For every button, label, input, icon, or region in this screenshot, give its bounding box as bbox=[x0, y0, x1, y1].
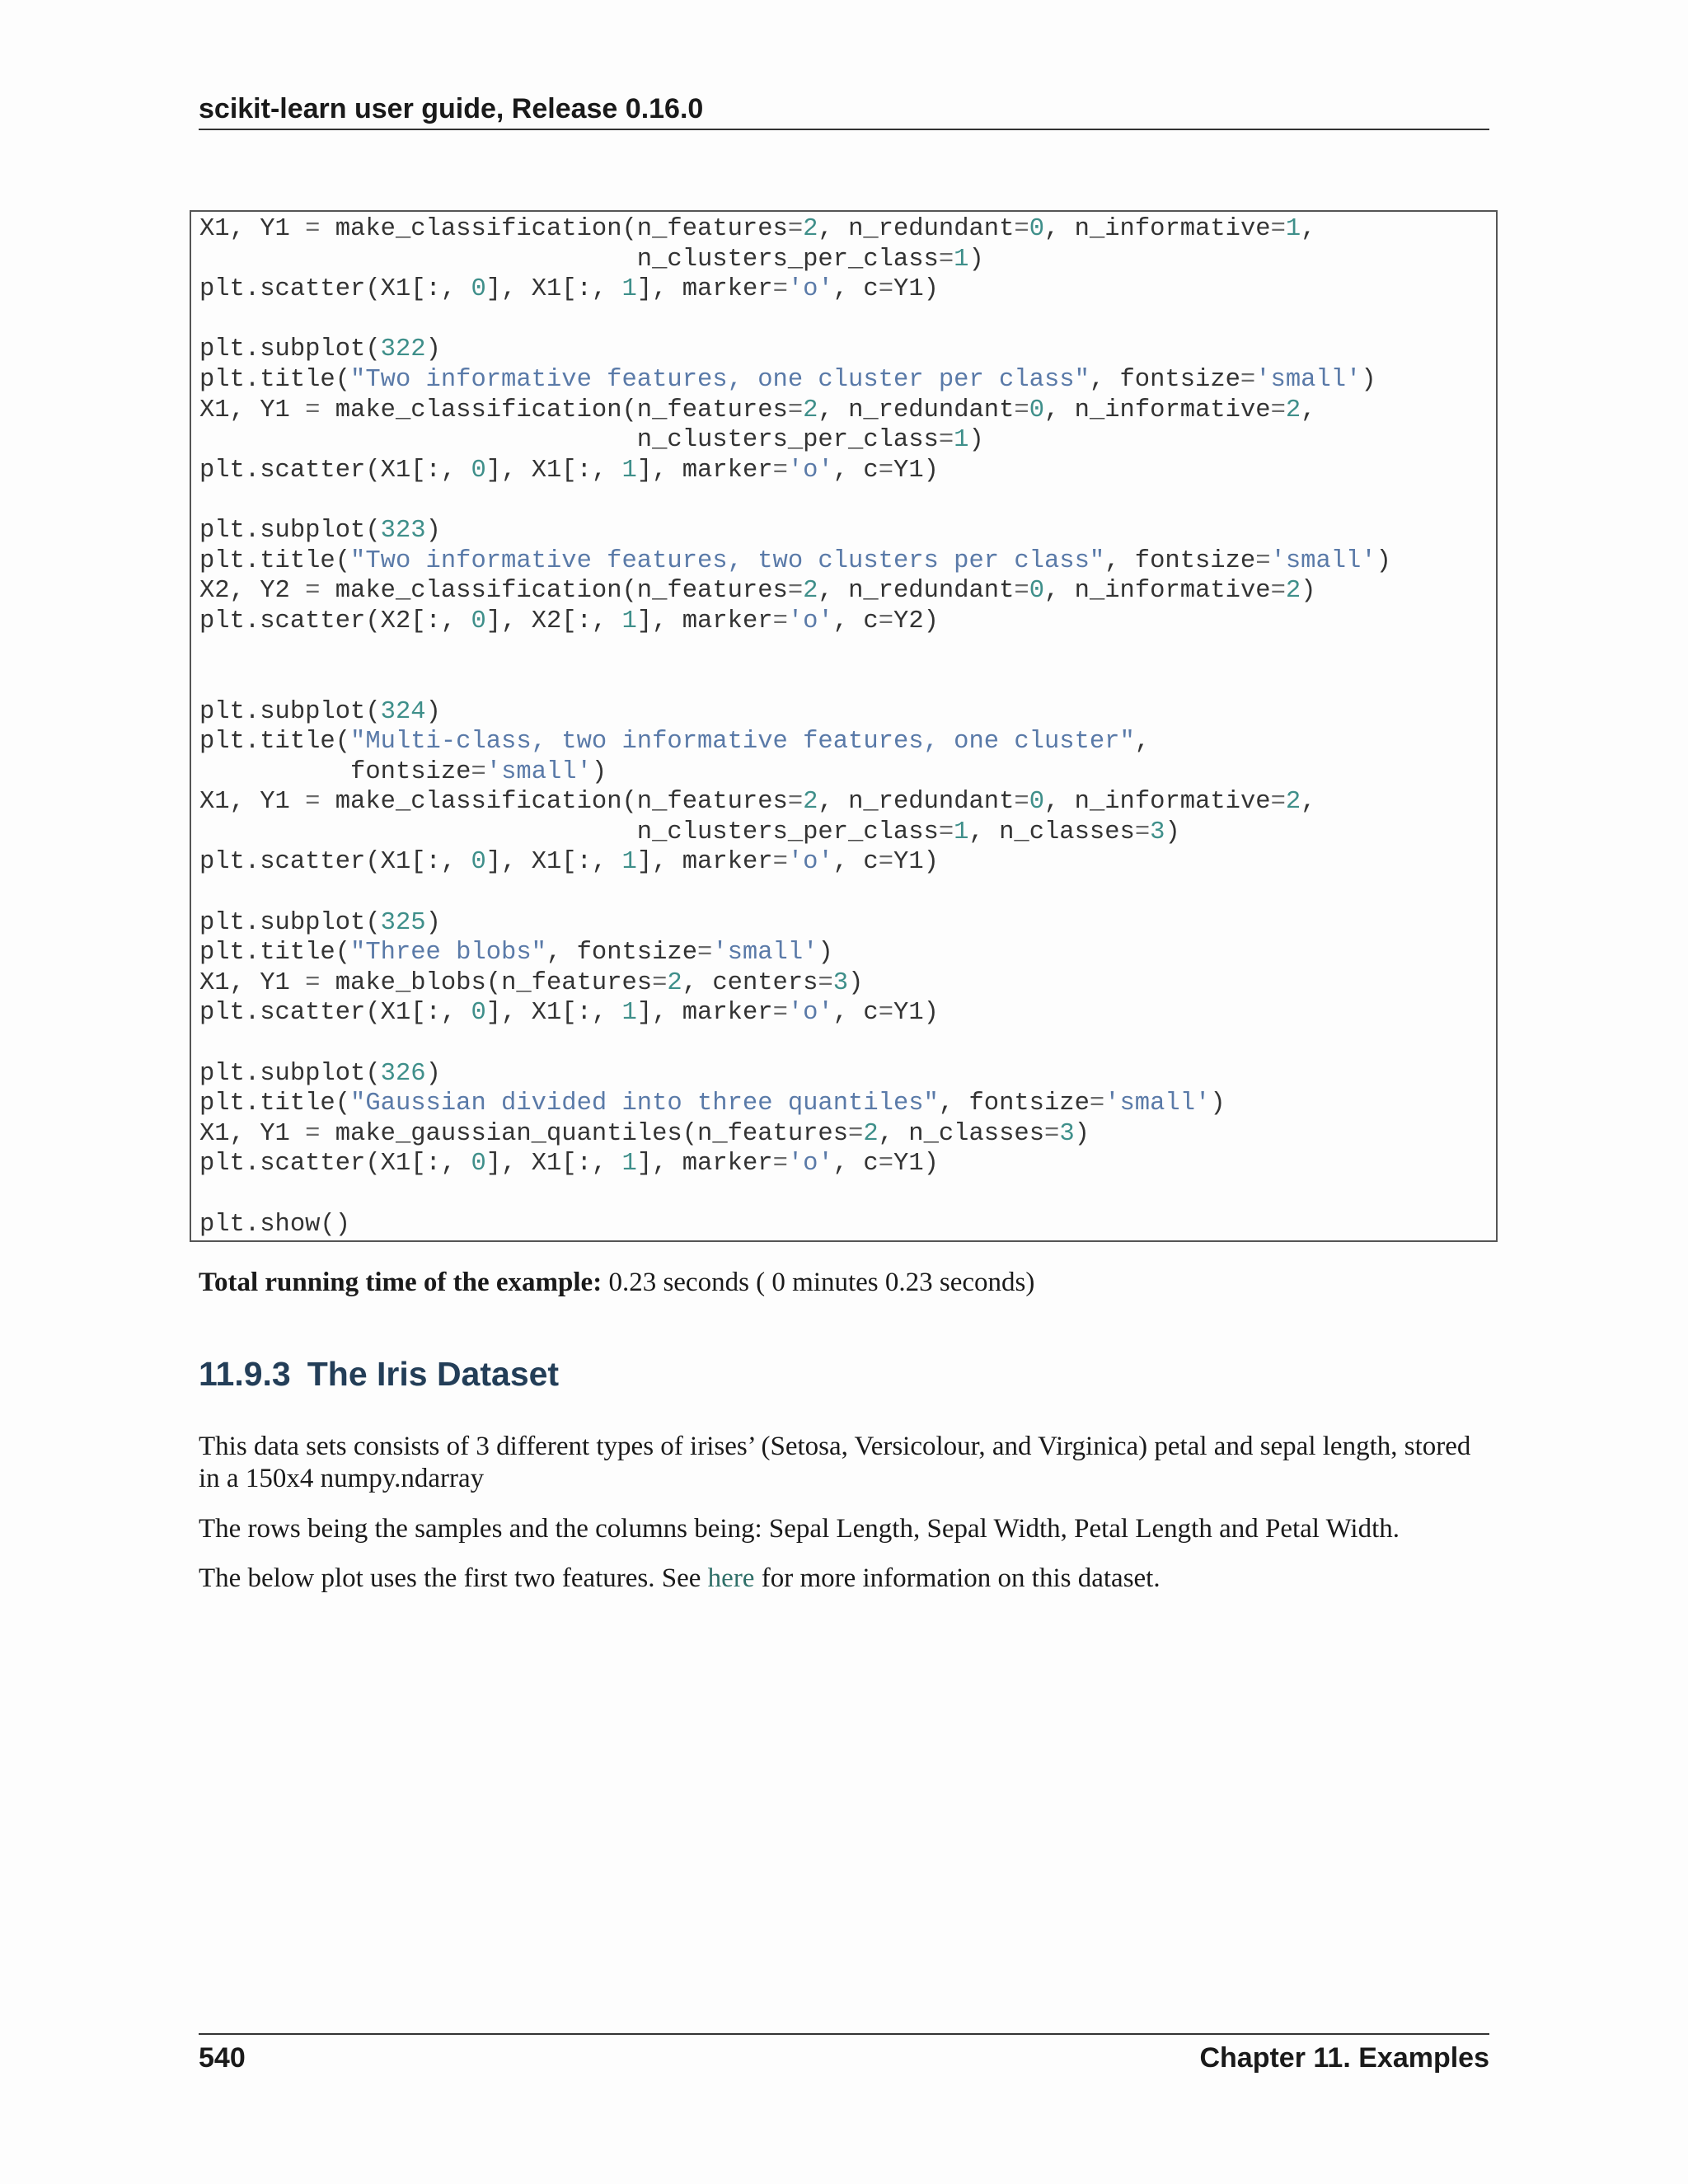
code-token: 2 bbox=[803, 577, 818, 606]
code-token: plt.title( bbox=[199, 728, 351, 757]
code-line bbox=[199, 577, 1316, 605]
code-token: make_classification(n_features bbox=[320, 788, 788, 817]
code-listing bbox=[199, 214, 1391, 1240]
code-token: ) bbox=[425, 908, 441, 937]
code-token: 1 bbox=[621, 1150, 637, 1179]
code-token: ) bbox=[818, 939, 833, 968]
section-title: The Iris Dataset bbox=[307, 1355, 560, 1393]
code-token: fontsize bbox=[199, 757, 471, 786]
code-token: plt.subplot( bbox=[199, 1059, 381, 1088]
code-token: 325 bbox=[380, 908, 426, 937]
code-token: Y1) bbox=[893, 1150, 939, 1179]
code-line bbox=[199, 246, 984, 274]
code-token: , n_redundant bbox=[818, 396, 1015, 424]
code-token: plt.title( bbox=[199, 939, 351, 968]
code-token: = bbox=[1134, 818, 1151, 846]
code-token: , fontsize bbox=[1104, 546, 1256, 575]
code-token: = bbox=[878, 848, 894, 877]
code-token: = bbox=[772, 607, 788, 635]
code-token: X1, Y1 bbox=[199, 968, 306, 997]
code-token: 323 bbox=[380, 516, 426, 545]
code-line bbox=[199, 215, 1316, 243]
code-token: 1 bbox=[621, 999, 637, 1028]
paragraph-3-text-after: for more information on this dataset. bbox=[754, 1563, 1160, 1593]
code-token: = bbox=[938, 245, 954, 274]
code-line bbox=[199, 1150, 939, 1178]
code-token: = bbox=[878, 456, 894, 485]
code-token: , c bbox=[832, 607, 879, 635]
code-token: = bbox=[772, 275, 788, 304]
code-token: , n_informative bbox=[1044, 788, 1271, 817]
code-token: , n_informative bbox=[1044, 215, 1271, 243]
code-line bbox=[199, 818, 1180, 846]
code-token: plt.show() bbox=[199, 1210, 351, 1239]
code-token: , bbox=[1301, 215, 1316, 243]
code-line bbox=[199, 426, 984, 454]
code-token: ) bbox=[1210, 1090, 1226, 1118]
code-token: plt.scatter(X2[:, bbox=[199, 607, 471, 635]
code-token: , c bbox=[832, 1150, 879, 1179]
code-token: 1 bbox=[621, 848, 637, 877]
footer-rule bbox=[199, 2033, 1489, 2035]
code-token: , n_classes bbox=[878, 1119, 1045, 1148]
code-token: = bbox=[787, 788, 804, 817]
code-token: ], X1[:, bbox=[485, 1150, 622, 1179]
runtime-label: Total running time of the example: bbox=[199, 1268, 603, 1297]
code-token: X1, Y1 bbox=[199, 215, 306, 243]
code-token: "Gaussian divided into three quantiles" bbox=[350, 1090, 939, 1118]
code-token: "Two informative features, one cluster per class" bbox=[350, 365, 1090, 394]
code-line bbox=[199, 275, 939, 303]
code-token: plt.scatter(X1[:, bbox=[199, 456, 471, 485]
chapter-title: Chapter 11. Examples bbox=[1199, 2042, 1489, 2074]
code-token: ], X1[:, bbox=[485, 456, 622, 485]
code-token: = bbox=[1270, 396, 1286, 424]
code-token: = bbox=[938, 818, 954, 846]
code-token: "Three blobs" bbox=[350, 939, 546, 968]
code-token: 3 bbox=[1059, 1119, 1075, 1148]
code-token: 0 bbox=[471, 1150, 486, 1179]
code-token: X1, Y1 bbox=[199, 788, 306, 817]
code-token: 2 bbox=[863, 1119, 879, 1148]
code-token: ) bbox=[1074, 1119, 1090, 1148]
code-token: 1 bbox=[621, 456, 637, 485]
code-token: 0 bbox=[1029, 215, 1045, 243]
code-token: 'o' bbox=[787, 607, 833, 635]
code-token: , fontsize bbox=[938, 1090, 1090, 1118]
code-token: Y1) bbox=[893, 999, 939, 1028]
code-token: ) bbox=[591, 757, 607, 786]
code-line bbox=[199, 1090, 1226, 1118]
code-token: make_classification(n_features bbox=[320, 215, 788, 243]
code-token: 'o' bbox=[787, 456, 833, 485]
code-token: ) bbox=[425, 1059, 441, 1088]
code-token: ) bbox=[1165, 818, 1180, 846]
code-token: = bbox=[1240, 365, 1256, 394]
code-token: ) bbox=[1301, 577, 1316, 606]
code-token: = bbox=[471, 757, 486, 786]
code-token: , bbox=[1301, 396, 1316, 424]
code-token: 0 bbox=[471, 607, 486, 635]
code-token: = bbox=[1255, 546, 1271, 575]
code-token: 1 bbox=[954, 245, 969, 274]
code-token: Y1) bbox=[893, 848, 939, 877]
code-token: ], marker bbox=[636, 456, 773, 485]
code-token: make_classification(n_features bbox=[320, 396, 788, 424]
code-line bbox=[199, 909, 441, 937]
code-token: = bbox=[305, 577, 321, 606]
code-token: ], marker bbox=[636, 607, 773, 635]
code-token: = bbox=[787, 215, 804, 243]
code-line bbox=[199, 335, 441, 363]
code-token: ], X1[:, bbox=[485, 275, 622, 304]
code-block bbox=[190, 210, 1498, 1242]
code-token: = bbox=[652, 968, 668, 997]
code-token: , n_informative bbox=[1044, 396, 1271, 424]
code-token: ) bbox=[968, 426, 984, 455]
code-token: "Multi-class, two informative features, one cluster" bbox=[350, 728, 1135, 757]
code-token: 'o' bbox=[787, 1150, 833, 1179]
dataset-info-link[interactable]: here bbox=[707, 1563, 755, 1593]
code-token: 0 bbox=[1029, 788, 1045, 817]
code-token: = bbox=[818, 968, 833, 997]
code-token: Y1) bbox=[893, 456, 939, 485]
code-line bbox=[199, 999, 939, 1027]
code-token: = bbox=[305, 396, 321, 424]
paragraph-3 bbox=[199, 1563, 1489, 1595]
code-token: Y1) bbox=[893, 275, 939, 304]
code-token: 2 bbox=[1285, 788, 1301, 817]
code-token: = bbox=[787, 396, 804, 424]
code-token: make_blobs(n_features bbox=[320, 968, 653, 997]
paragraph-1: This data sets consists of 3 different types of irises’ (Setosa, Versicolour, and Virginica) petal and sepal length, stored in a 150x4 numpy.ndarray bbox=[199, 1432, 1471, 1493]
code-token: ], X1[:, bbox=[485, 848, 622, 877]
code-token: 3 bbox=[832, 968, 849, 997]
code-line bbox=[199, 1060, 441, 1088]
code-token: = bbox=[1014, 788, 1029, 817]
code-token: Y2) bbox=[893, 607, 939, 635]
code-token: 2 bbox=[803, 396, 818, 424]
code-token: ], marker bbox=[636, 275, 773, 304]
code-token: 2 bbox=[1285, 577, 1301, 606]
code-line bbox=[199, 969, 863, 997]
code-token: 'small' bbox=[1104, 1090, 1211, 1118]
code-token: 0 bbox=[471, 848, 486, 877]
code-token: 'small' bbox=[485, 757, 592, 786]
code-token: = bbox=[305, 1119, 321, 1148]
section-number: 11.9.3 bbox=[199, 1355, 291, 1393]
code-token: 1 bbox=[954, 426, 969, 455]
code-token: = bbox=[1270, 577, 1286, 606]
code-token: 'o' bbox=[787, 999, 833, 1028]
code-token: , c bbox=[832, 999, 879, 1028]
header-rule bbox=[199, 129, 1489, 130]
code-token: 1 bbox=[621, 275, 637, 304]
code-token: 0 bbox=[1029, 577, 1045, 606]
code-token: ], marker bbox=[636, 1150, 773, 1179]
code-token: ], X2[:, bbox=[485, 607, 622, 635]
code-token: 0 bbox=[1029, 396, 1045, 424]
code-line bbox=[199, 698, 441, 726]
code-token: ) bbox=[425, 335, 441, 364]
code-token: ) bbox=[425, 697, 441, 726]
code-token: 3 bbox=[1150, 818, 1165, 846]
code-token: = bbox=[1089, 1090, 1105, 1118]
code-token: plt.subplot( bbox=[199, 697, 381, 726]
code-token: = bbox=[848, 1119, 864, 1148]
code-line bbox=[199, 848, 939, 876]
code-token: n_clusters_per_class bbox=[199, 245, 939, 274]
code-token: = bbox=[772, 848, 788, 877]
code-token: plt.title( bbox=[199, 1090, 351, 1118]
code-token: plt.title( bbox=[199, 365, 351, 394]
code-token: = bbox=[878, 607, 894, 635]
code-token: plt.subplot( bbox=[199, 516, 381, 545]
code-token: , bbox=[1301, 788, 1316, 817]
code-token: ], X1[:, bbox=[485, 999, 622, 1028]
code-token: = bbox=[305, 788, 321, 817]
code-token: 1 bbox=[621, 607, 637, 635]
code-token: , c bbox=[832, 456, 879, 485]
code-token: 0 bbox=[471, 999, 486, 1028]
code-token: plt.subplot( bbox=[199, 908, 381, 937]
code-line bbox=[199, 758, 607, 786]
code-token: = bbox=[697, 939, 713, 968]
code-token: 'o' bbox=[787, 275, 833, 304]
code-token: n_clusters_per_class bbox=[199, 426, 939, 455]
code-line bbox=[199, 1211, 350, 1239]
code-token: 1 bbox=[1285, 215, 1301, 243]
code-token: ) bbox=[848, 968, 864, 997]
code-line bbox=[199, 788, 1316, 816]
code-token: = bbox=[772, 1150, 788, 1179]
code-token: = bbox=[772, 456, 788, 485]
code-token: , n_redundant bbox=[818, 215, 1015, 243]
code-token: = bbox=[1270, 215, 1286, 243]
code-token: plt.scatter(X1[:, bbox=[199, 848, 471, 877]
code-token: = bbox=[305, 968, 321, 997]
code-token: 0 bbox=[471, 456, 486, 485]
code-line bbox=[199, 939, 833, 967]
code-token: , n_redundant bbox=[818, 577, 1015, 606]
code-token: 2 bbox=[803, 215, 818, 243]
code-token: 326 bbox=[380, 1059, 426, 1088]
code-token: = bbox=[772, 999, 788, 1028]
code-token: , n_redundant bbox=[818, 788, 1015, 817]
code-token: , centers bbox=[682, 968, 818, 997]
code-token: = bbox=[878, 999, 894, 1028]
code-token: ], marker bbox=[636, 999, 773, 1028]
code-token: 'o' bbox=[787, 848, 833, 877]
code-token: plt.scatter(X1[:, bbox=[199, 275, 471, 304]
code-token: = bbox=[938, 426, 954, 455]
code-token: , fontsize bbox=[1089, 365, 1240, 394]
code-token: 'small' bbox=[712, 939, 818, 968]
code-token: , bbox=[1134, 728, 1151, 757]
code-token: , n_classes bbox=[968, 818, 1135, 846]
header-title: scikit-learn user guide, Release 0.16.0 bbox=[199, 93, 704, 124]
runtime-line bbox=[199, 1268, 1034, 1298]
code-token: , c bbox=[832, 848, 879, 877]
code-token: = bbox=[878, 275, 894, 304]
section-heading bbox=[199, 1355, 559, 1394]
code-line bbox=[199, 547, 1391, 575]
code-token: 'small' bbox=[1270, 546, 1376, 575]
code-line bbox=[199, 457, 939, 485]
code-token: X1, Y1 bbox=[199, 1119, 306, 1148]
code-token: , fontsize bbox=[546, 939, 698, 968]
code-token: = bbox=[1014, 577, 1029, 606]
code-token: n_clusters_per_class bbox=[199, 818, 939, 846]
code-token: 'small' bbox=[1255, 365, 1362, 394]
paragraph-3-text-before: The below plot uses the first two features. See bbox=[199, 1563, 708, 1593]
code-token: = bbox=[1270, 788, 1286, 817]
code-token: ) bbox=[425, 516, 441, 545]
code-token: plt.scatter(X1[:, bbox=[199, 999, 471, 1028]
code-token: = bbox=[1044, 1119, 1060, 1148]
code-token: X1, Y1 bbox=[199, 396, 306, 424]
code-token: 0 bbox=[471, 275, 486, 304]
code-token: ) bbox=[1361, 365, 1376, 394]
code-token: 1 bbox=[954, 818, 969, 846]
code-token: 324 bbox=[380, 697, 426, 726]
code-token: 2 bbox=[667, 968, 682, 997]
code-line bbox=[199, 728, 1150, 756]
code-token: 2 bbox=[803, 788, 818, 817]
runtime-value: 0.23 seconds ( 0 minutes 0.23 seconds) bbox=[602, 1268, 1035, 1297]
code-token: plt.subplot( bbox=[199, 335, 381, 364]
page-number: 540 bbox=[199, 2042, 246, 2074]
code-line bbox=[199, 607, 939, 635]
code-token: = bbox=[1014, 215, 1029, 243]
code-line bbox=[199, 366, 1376, 394]
code-line bbox=[199, 517, 441, 545]
code-token: , c bbox=[832, 275, 879, 304]
code-token: = bbox=[878, 1150, 894, 1179]
code-token: make_classification(n_features bbox=[320, 577, 788, 606]
code-token: = bbox=[305, 215, 321, 243]
code-token: = bbox=[1014, 396, 1029, 424]
code-line bbox=[199, 396, 1316, 424]
code-token: ], marker bbox=[636, 848, 773, 877]
code-token: plt.title( bbox=[199, 546, 351, 575]
code-token: 2 bbox=[1285, 396, 1301, 424]
paragraph-2: The rows being the samples and the columns being: Sepal Length, Sepal Width, Petal Length and Petal Width. bbox=[199, 1514, 1400, 1544]
code-token: 322 bbox=[380, 335, 426, 364]
code-token: X2, Y2 bbox=[199, 577, 306, 606]
code-token: "Two informative features, two clusters per class" bbox=[350, 546, 1105, 575]
code-line bbox=[199, 1120, 1090, 1148]
code-token: , n_informative bbox=[1044, 577, 1271, 606]
code-token: plt.scatter(X1[:, bbox=[199, 1150, 471, 1179]
code-token: make_gaussian_quantiles(n_features bbox=[320, 1119, 849, 1148]
code-token: ) bbox=[1376, 546, 1391, 575]
code-token: ) bbox=[968, 245, 984, 274]
code-token: = bbox=[787, 577, 804, 606]
